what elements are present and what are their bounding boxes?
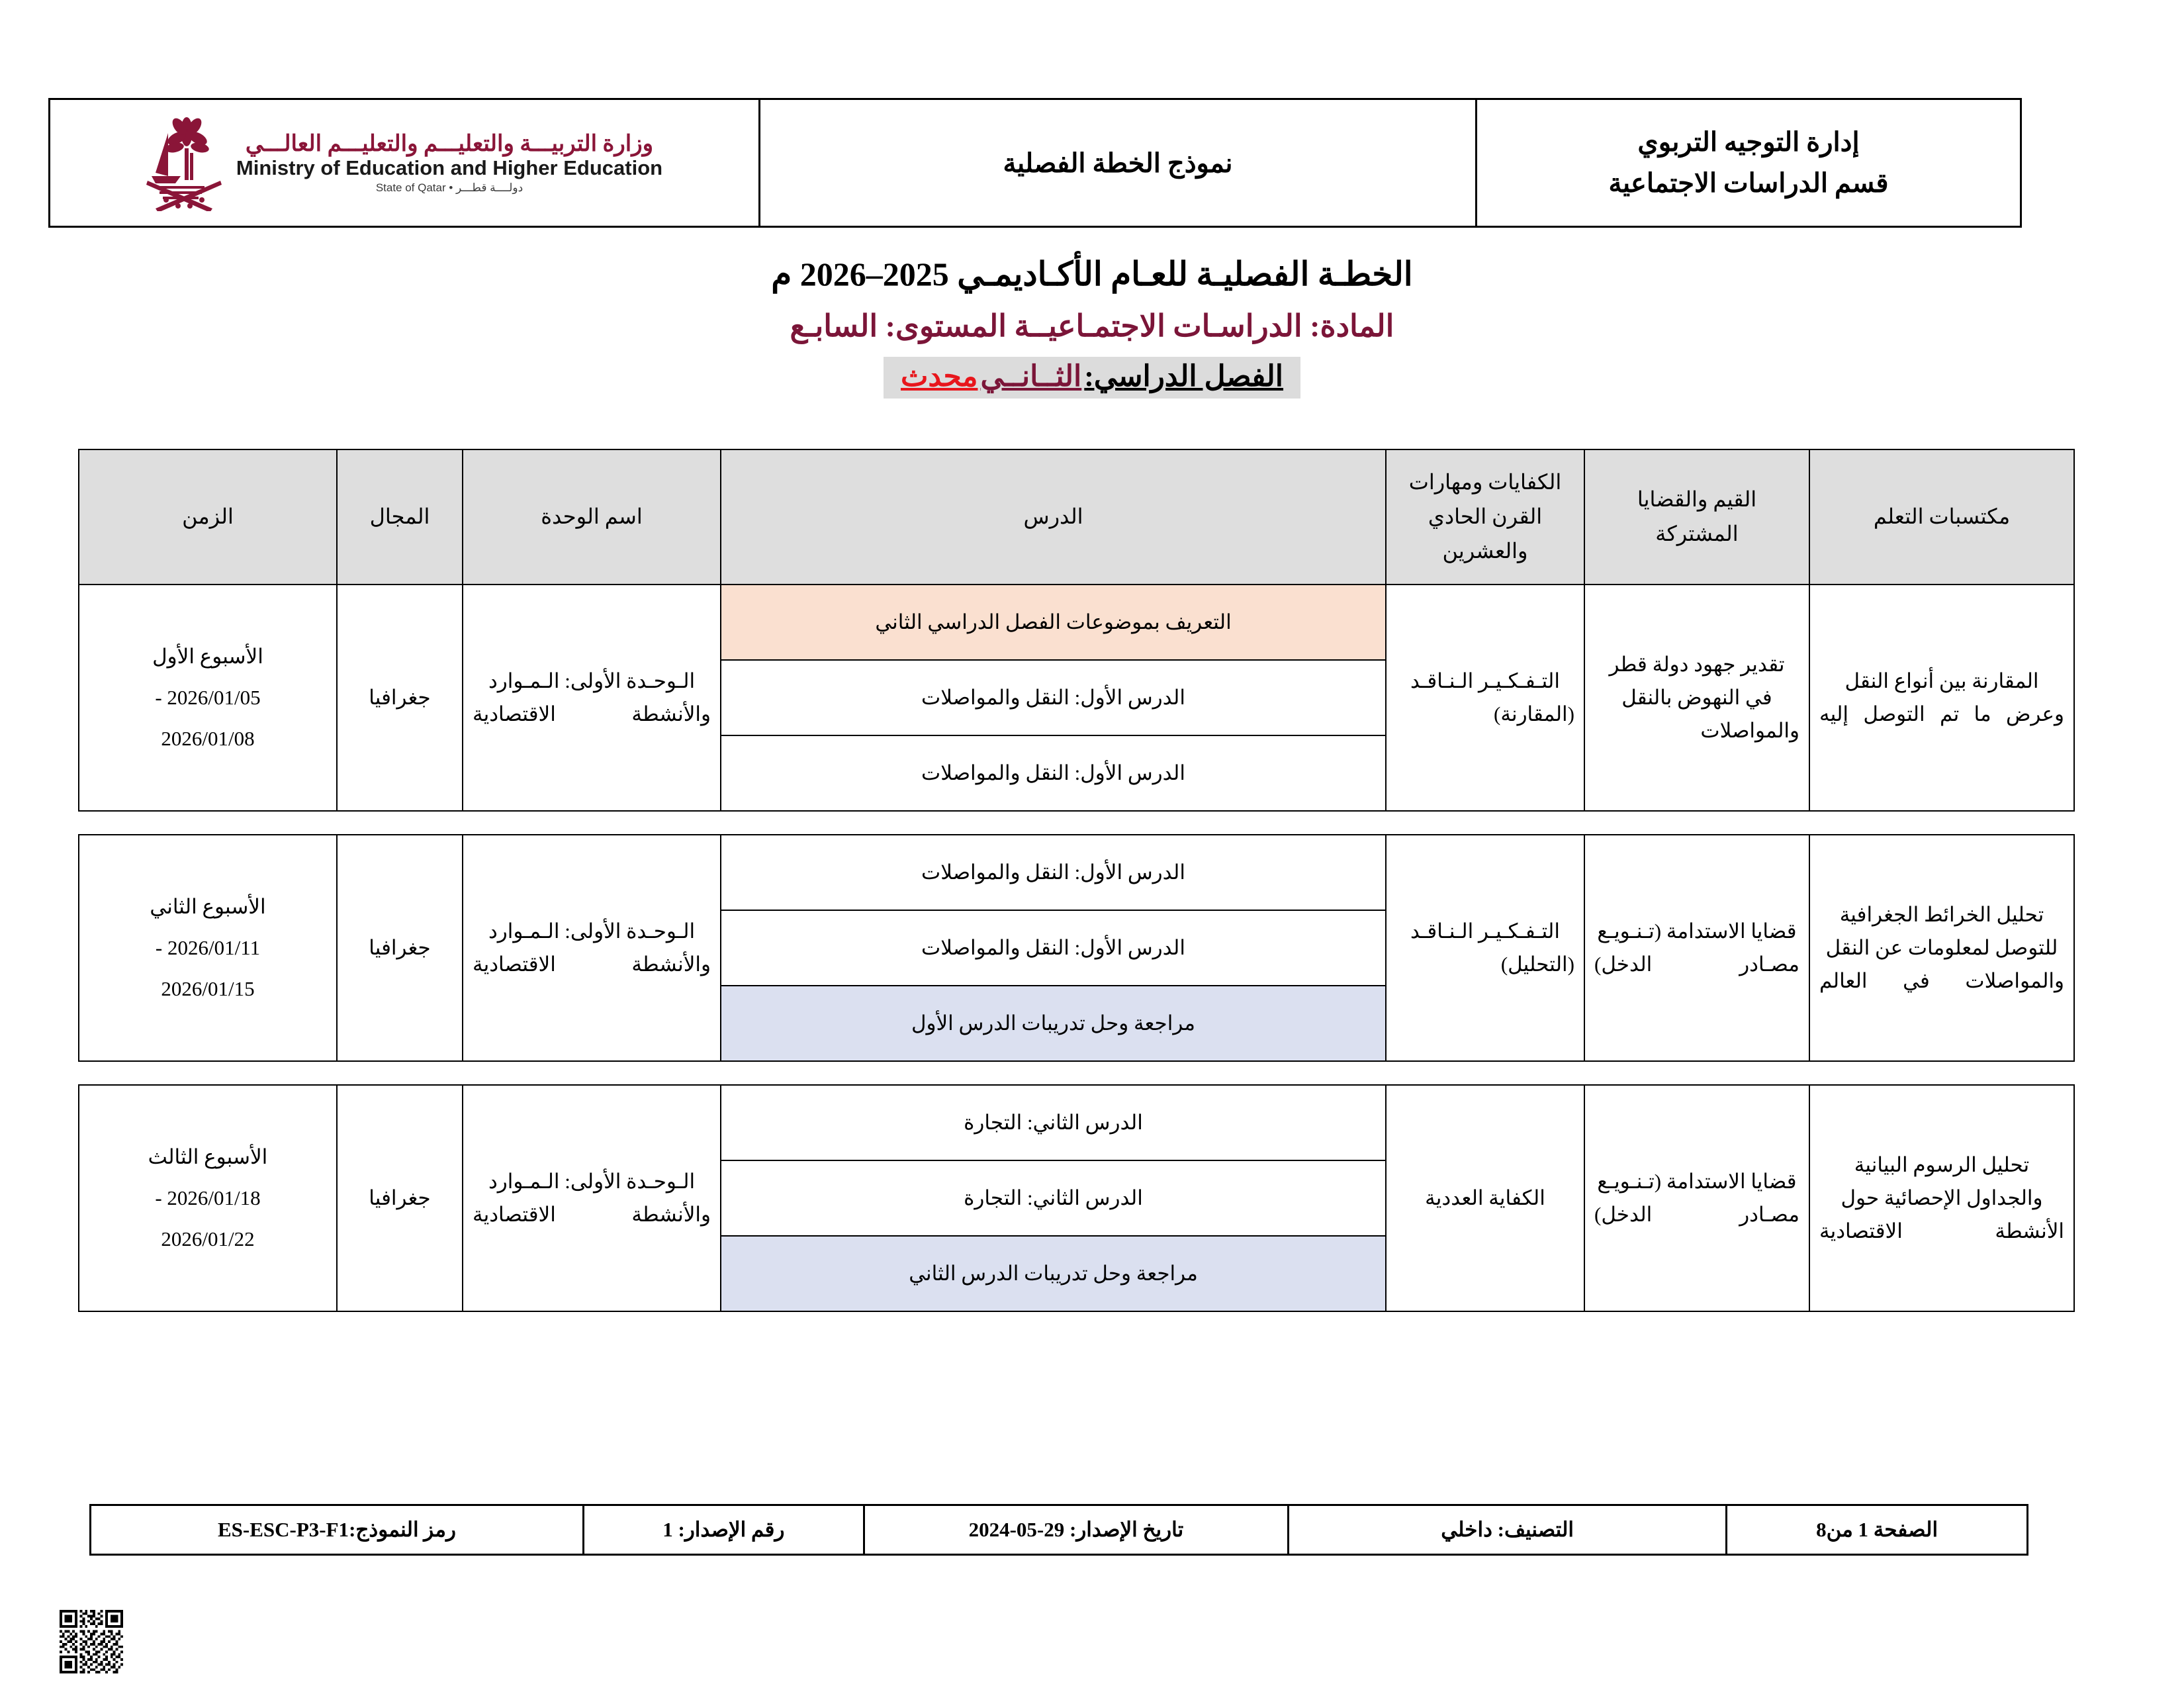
cell-lesson: الدرس الثاني: التجارة xyxy=(721,1160,1386,1236)
cell-competencies: التـفـكـيـر الـنـاقـد (المقارنة) xyxy=(1386,585,1584,811)
ministry-logo-cell xyxy=(50,99,760,227)
cell-learning-outcomes: تحليل الرسوم البيانية والجداول الإحصائية حول الأنشطة الاقتصادية xyxy=(1809,1085,2074,1311)
cell-competencies: الكفاية العددية xyxy=(1386,1085,1584,1311)
time-start-date: 2026/01/18 - xyxy=(155,1186,261,1209)
time-end-date: 2026/01/22 xyxy=(161,1227,255,1250)
header-competencies: الكفايات ومهارات القرن الحادي والعشرين xyxy=(1386,449,1584,585)
cell-lesson: الدرس الأول: النقل والمواصلات xyxy=(721,660,1386,735)
footer-row xyxy=(91,1505,2028,1555)
footer-form-code: رمز النموذج:ES-ESC-P3-F1 xyxy=(91,1505,584,1555)
cell-lesson: الدرس الثاني: التجارة xyxy=(721,1085,1386,1160)
cell-field: جغرافيا xyxy=(337,1085,463,1311)
cell-values-issues: قضايا الاستدامة (تـنـويـع مصـادر الدخل) xyxy=(1584,835,1809,1061)
plan-table xyxy=(78,449,2075,1312)
header-unit-name: اسم الوحدة xyxy=(463,449,721,585)
department-line-1: إدارة التوجيه التربوي xyxy=(1637,127,1860,157)
department-line-2: قسم الدراسات الاجتماعية xyxy=(1608,168,1889,198)
qr-code-icon xyxy=(60,1610,123,1673)
cell-time xyxy=(79,585,337,811)
ministry-name-arabic: وزارة التربيـــة والتعليـــم والتعليـــم العالـــي xyxy=(245,131,654,156)
department-cell xyxy=(1477,99,2021,227)
row-spacer xyxy=(79,811,2074,835)
time-end-date: 2026/01/15 xyxy=(161,977,255,1000)
table-row xyxy=(79,585,2074,660)
cell-time xyxy=(79,1085,337,1311)
header-learning-outcomes: مكتسبات التعلم xyxy=(1809,449,2074,585)
form-title-cell: نموذج الخطة الفصلية xyxy=(760,99,1477,227)
header-values-issues: القيم والقضايا المشتركة xyxy=(1584,449,1809,585)
term-label: الفصل الدراسي: xyxy=(1084,360,1284,393)
header-time: الزمن xyxy=(79,449,337,585)
cell-lesson: التعريف بموضوعات الفصل الدراسي الثاني xyxy=(721,585,1386,660)
footer-table xyxy=(89,1504,2028,1556)
table-row xyxy=(79,1085,2074,1160)
header-lesson: الدرس xyxy=(721,449,1386,585)
footer-issue-date: تاريخ الإصدار: 29-05-2024 xyxy=(864,1505,1288,1555)
cell-lesson: الدرس الأول: النقل والمواصلات xyxy=(721,910,1386,986)
cell-values-issues: قضايا الاستدامة (تـنـويـع مصـادر الدخل) xyxy=(1584,1085,1809,1311)
page-title: الخطـة الفصليـة للعـام الأكـاديمـي 2025–2026 م xyxy=(771,256,1413,293)
cell-unit-name: الـوحـدة الأولى: الـمـوارد والأنشطة الاقتصادية xyxy=(463,835,721,1061)
footer-page-number: الصفحة 1 من8 xyxy=(1727,1505,2028,1555)
term-highlight-wrap xyxy=(884,357,1300,399)
cell-lesson: الدرس الأول: النقل والمواصلات xyxy=(721,735,1386,811)
time-start-date: 2026/01/11 - xyxy=(155,936,261,959)
header-row xyxy=(50,99,2021,227)
term-updated-badge: محدث xyxy=(900,360,978,393)
qatar-emblem-icon xyxy=(146,112,226,214)
header-table xyxy=(48,98,2022,228)
time-end-date: 2026/01/08 xyxy=(161,727,255,750)
footer-classification: التصنيف: داخلي xyxy=(1289,1505,1727,1555)
subject-level-line: المادة: الدراسـات الاجتمـاعيــة المستوى: السابـع xyxy=(790,309,1394,343)
cell-competencies: التـفـكـيـر الـنـاقـد (التحليل) xyxy=(1386,835,1584,1061)
cell-learning-outcomes: تحليل الخرائط الجغرافية للتوصل لمعلومات عن النقل والمواصلات في العالم xyxy=(1809,835,2074,1061)
cell-lesson: الدرس الأول: النقل والمواصلات xyxy=(721,835,1386,910)
cell-lesson-review: مراجعة وحل تدريبات الدرس الثاني xyxy=(721,1236,1386,1311)
table-row xyxy=(79,835,2074,910)
title-block xyxy=(0,255,2184,399)
table-header-row xyxy=(79,449,2074,585)
cell-unit-name: الـوحـدة الأولى: الـمـوارد والأنشطة الاقتصادية xyxy=(463,585,721,811)
time-start-date: 2026/01/05 - xyxy=(155,686,261,709)
time-week-label: الأسبوع الثالث xyxy=(148,1145,268,1168)
header-field: المجال xyxy=(337,449,463,585)
cell-field: جغرافيا xyxy=(337,585,463,811)
footer-issue-number: رقم الإصدار: 1 xyxy=(583,1505,864,1555)
time-week-label: الأسبوع الثاني xyxy=(150,895,266,918)
cell-time xyxy=(79,835,337,1061)
term-value: الثــانــي xyxy=(980,360,1082,393)
ministry-state-label: دولــــة قطـــر • State of Qatar xyxy=(375,181,523,195)
cell-field: جغرافيا xyxy=(337,835,463,1061)
row-spacer xyxy=(79,1061,2074,1085)
ministry-name-english: Ministry of Education and Higher Education xyxy=(236,156,663,179)
cell-unit-name: الـوحـدة الأولى: الـمـوارد والأنشطة الاقتصادية xyxy=(463,1085,721,1311)
cell-lesson-review: مراجعة وحل تدريبات الدرس الأول xyxy=(721,986,1386,1061)
cell-values-issues: تقدير جهود دولة قطر في النهوض بالنقل والمواصلات xyxy=(1584,585,1809,811)
cell-learning-outcomes: المقارنة بين أنواع النقل وعرض ما تم التوصل إليه xyxy=(1809,585,2074,811)
time-week-label: الأسبوع الأول xyxy=(152,645,263,668)
